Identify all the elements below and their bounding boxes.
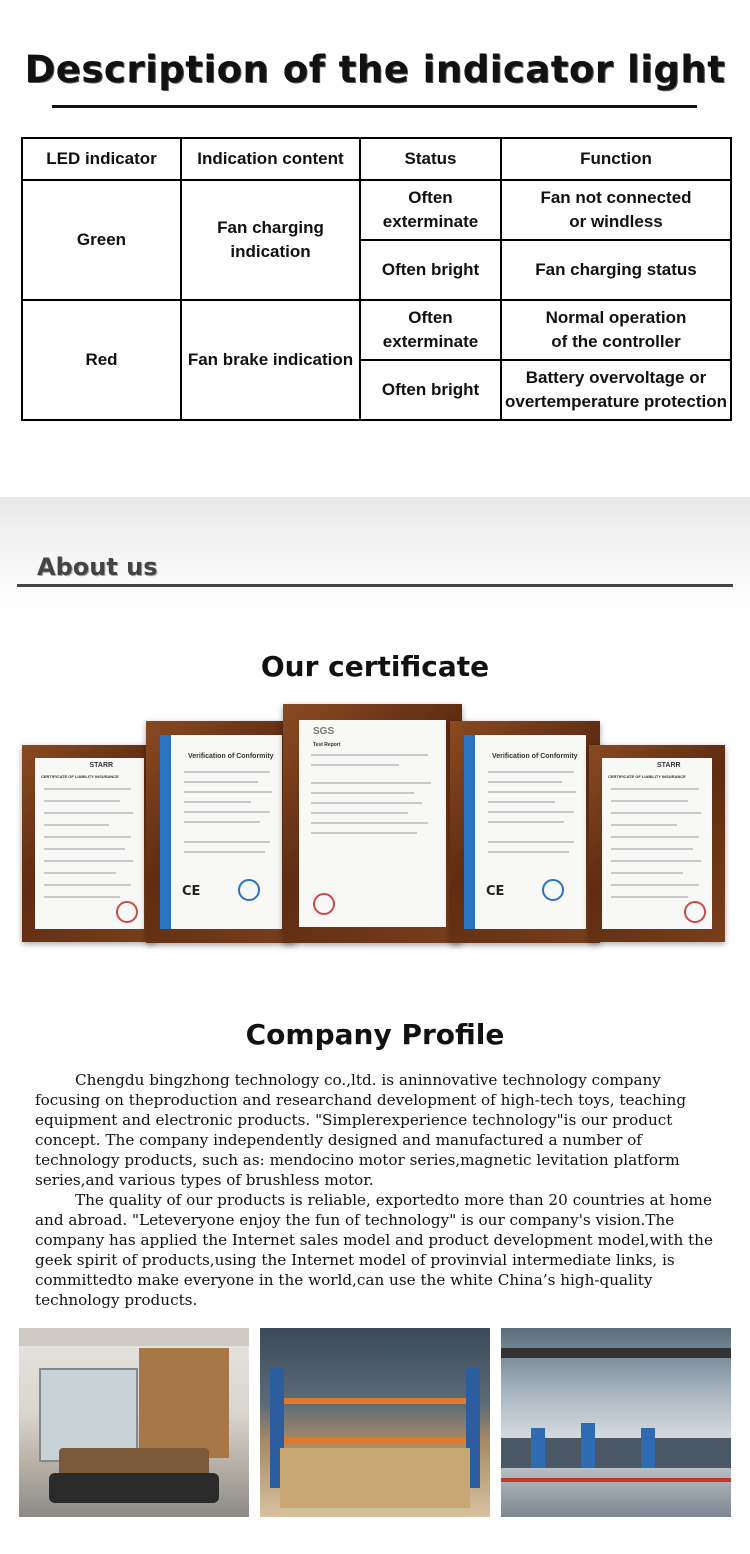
header-status: Status (360, 138, 501, 180)
profile-paragraph-1: Chengdu bingzhong technology co.,ltd. is aninnovative technology company focusing on theproduction and researchand development of high-tech toys, teaching equipment and electronic products. "Simplerexperience technology"is our product concept. The company independently designed and manufactured a number of technology products, such as: mendocino motor series,magnetic levitation platform series,and various types of brushless motor. (35, 1071, 687, 1189)
certificate-heading: Verification of Conformity (188, 753, 274, 760)
seal-icon (116, 901, 138, 923)
factory-photo (501, 1328, 731, 1517)
ce-mark: CE (486, 884, 505, 899)
certificate-title: Our certificate (260, 650, 490, 683)
ce-mark: CE (182, 884, 201, 899)
certificate-frame (283, 704, 462, 943)
verification-stripe (464, 735, 475, 929)
profile-paragraph-2: The quality of our products is reliable, exportedto more than 20 countries at home and abroad. "Leteveryone enjoy the fun of technology" is our company's vision.The company has applied the Internet sales model and product development model,with the geek spirit of products,using the Internet model of provinvial intermediate links, is committedto make everyone in the world,can use the white China’s high-quality technology products. (35, 1191, 713, 1309)
title-divider (52, 105, 697, 108)
about-divider (17, 584, 733, 587)
certificate-heading: Verification of Conformity (492, 753, 578, 760)
led-green: Green (22, 180, 181, 300)
certificate-paper (160, 735, 282, 929)
table-row (22, 300, 731, 360)
about-title: About us (37, 553, 158, 581)
header-led-indicator: LED indicator (22, 138, 181, 180)
indicator-title: Description of the indicator light (24, 48, 726, 91)
table-header-row (22, 138, 731, 180)
seal-icon (684, 901, 706, 923)
function-cell: Fan not connected or windless (501, 180, 731, 240)
certificate-frame (22, 745, 157, 942)
led-red: Red (22, 300, 181, 420)
sgs-logo: SGS (313, 726, 335, 737)
certificate-label: STARR (657, 762, 681, 769)
profile-title: Company Profile (245, 1018, 505, 1051)
header-function: Function (501, 138, 731, 180)
certificate-paper (464, 735, 586, 929)
certificate-frame (589, 745, 725, 942)
status-cell: Often bright (360, 360, 501, 420)
status-cell: Often exterminate (360, 180, 501, 240)
status-cell: Often bright (360, 240, 501, 300)
header-indication-content: Indication content (181, 138, 360, 180)
function-cell: Battery overvoltage or overtemperature protection (501, 360, 731, 420)
content-fan-charging: Fan charging indication (181, 180, 360, 300)
certificate-paper (35, 758, 144, 929)
certificate-frame (450, 721, 600, 943)
certificate-heading: CERTIFICATE OF LIABILITY INSURANCE (41, 774, 119, 779)
certificate-heading: CERTIFICATE OF LIABILITY INSURANCE (608, 774, 686, 779)
certificate-frame (146, 721, 296, 943)
seal-icon (238, 879, 260, 901)
function-cell: Fan charging status (501, 240, 731, 300)
certificate-paper (299, 720, 446, 927)
verification-stripe (160, 735, 171, 929)
certificate-paper (602, 758, 712, 929)
certificate-heading: Test Report (313, 742, 341, 748)
seal-icon (313, 893, 335, 915)
office-photo (19, 1328, 249, 1517)
warehouse-photo (260, 1328, 490, 1517)
status-cell: Often exterminate (360, 300, 501, 360)
indicator-table (21, 137, 732, 421)
certificate-label: STARR (89, 762, 114, 769)
content-fan-brake: Fan brake indication (181, 300, 360, 420)
table-row (22, 180, 731, 240)
seal-icon (542, 879, 564, 901)
function-cell: Normal operation of the controller (501, 300, 731, 360)
